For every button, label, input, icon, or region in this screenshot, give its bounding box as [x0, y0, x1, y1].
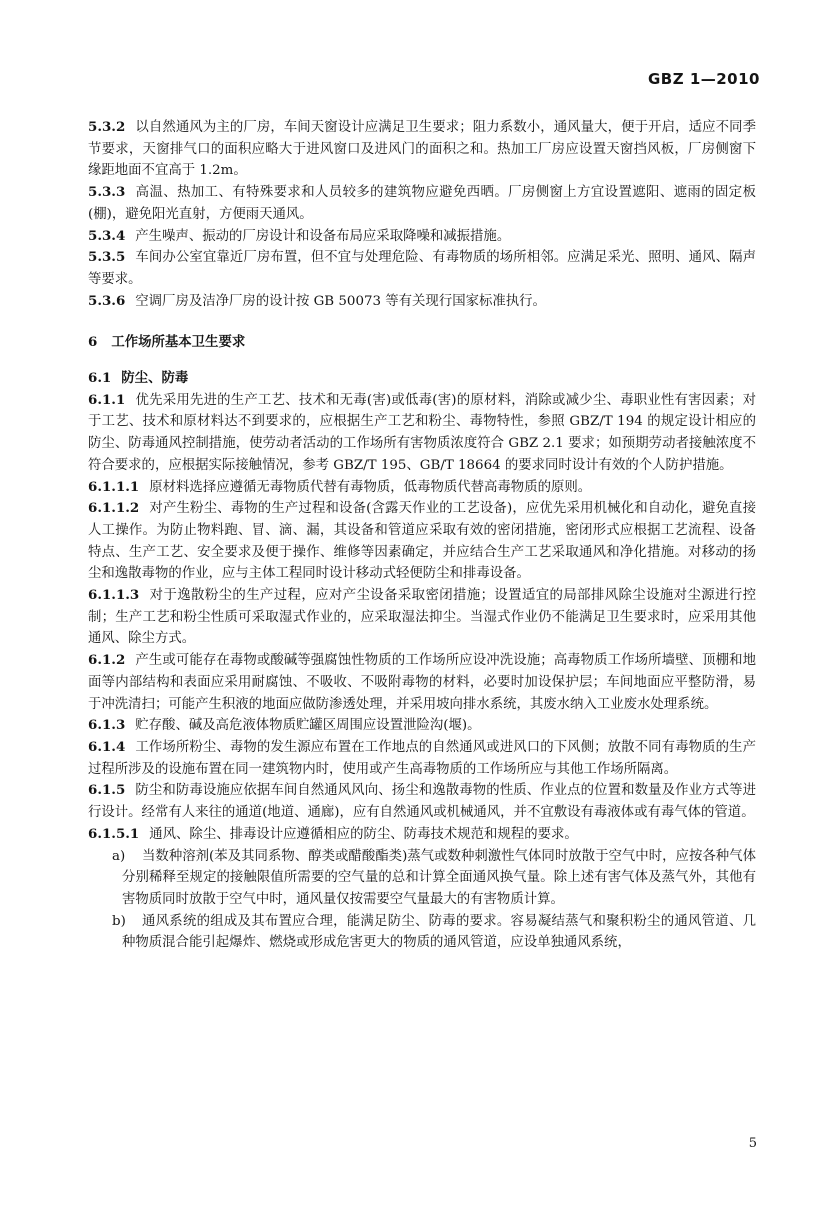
clause-text: 高温、热加工、有特殊要求和人员较多的建筑物应避免西晒。厂房侧窗上方宜设置遮阳、遮雨的固定板(棚)，避免阳光直射，方便雨天通风。	[88, 185, 756, 222]
clause-text: 产生噪声、振动的厂房设计和设备布局应采取降噪和减振措施。	[135, 228, 511, 244]
clause-number: 5.3.3	[88, 184, 126, 201]
clause-number: 5.3.6	[88, 292, 126, 309]
clause-number: 6.1.1.1	[88, 478, 140, 495]
clause-paragraph	[88, 117, 756, 182]
clause-number: 6.1.1.3	[88, 587, 140, 604]
list-item-text: 通风系统的组成及其布置应合理，能满足防尘、防毒的要求。容易凝结蒸气和聚积粉尘的通风管道、几种物质混合能引起爆炸、燃烧或形成危害更大的物质的通风管道，应设单独通风系统，	[122, 913, 756, 951]
clause-number: 6.1	[88, 370, 112, 387]
clause-number: 6	[88, 334, 98, 351]
document-body	[88, 117, 756, 954]
clause-paragraph	[88, 650, 756, 715]
clause-number: 5.3.4	[88, 227, 126, 244]
clause-number: 6.1.2	[88, 652, 126, 669]
clause-paragraph	[88, 780, 756, 823]
list-item	[88, 846, 756, 911]
clause-text: 工作场所基本卫生要求	[111, 334, 246, 351]
subsection-heading	[88, 368, 756, 390]
clause-text: 工作场所粉尘、毒物的发生源应布置在工作地点的自然通风或进风口的下风侧；放散不同有毒物质的生产过程所涉及的设施布置在同一建筑物内时，使用或产生高毒物质的工作场所应与其他工作场所隔离。	[88, 739, 756, 777]
clause-text: 车间办公室宜靠近厂房布置，但不宜与处理危险、有毒物质的场所相邻。应满足采光、照明、通风、隔声等要求。	[88, 250, 756, 287]
clause-text: 对产生粉尘、毒物的生产过程和设备(含露天作业的工艺设备)，应优先采用机械化和自动化，避免直接人工操作。为防止物料跑、冒、滴、漏，其设备和管道应采取有效的密闭措施，密闭形式应根据工艺流程、设备特点、生产工艺、安全要求及便于操作、维修等因素确定，并应结合生产工艺采取通风和净化措施。对移动的扬尘和逸散毒物的作业，应与主体工程同时设计移动式轻便防尘和排毒设备。	[88, 501, 756, 582]
clause-number: 5.3.5	[88, 249, 126, 266]
section-heading	[88, 332, 756, 354]
clause-text: 优先采用先进的生产工艺、技术和无毒(害)或低毒(害)的原材料，消除或减少尘、毒职业性有害因素；对于工艺、技术和原材料达不到要求的，应根据生产工艺和粉尘、毒物特性，参照 GBZ/T 194 的规定设计相应的防尘、防毒通风控制措施，使劳动者活动的工作场所有害物质浓度符合 GBZ 2.1 要求；如预期劳动者接触浓度不符合要求的，应根据实际接触情况，参考 GBZ/T 195、GB/T 18664 的要求同时设计有效的个人防护措施。	[88, 392, 756, 473]
clause-text: 防尘、防毒	[121, 370, 189, 387]
clause-paragraph	[88, 824, 756, 846]
clause-text: 产生或可能存在毒物或酸碱等强腐蚀性物质的工作场所应设冲洗设施；高毒物质工作场所墙壁、顶棚和地面等内部结构和表面应采用耐腐蚀、不吸收、不吸附毒物的材料，必要时加设保护层；车间地面应平整防滑，易于冲洗清扫；可能产生积液的地面应做防渗透处理，并采用坡向排水系统，其废水纳入工业废水处理系统。	[88, 653, 756, 712]
clause-text: 原材料选择应遵循无毒物质代替有毒物质，低毒物质代替高毒物质的原则。	[149, 479, 592, 495]
clause-text: 空调厂房及洁净厂房的设计按 GB 50073 等有关现行国家标准执行。	[135, 293, 546, 309]
clause-text: 对于逸散粉尘的生产过程，应对产尘设备采取密闭措施；设置适宜的局部排风除尘设施对尘源进行控制；生产工艺和粉尘性质可采取湿式作业的，应采取湿法抑尘。当湿式作业仍不能满足卫生要求时，应采用其他通风、除尘方式。	[88, 588, 756, 647]
clause-paragraph	[88, 390, 756, 477]
clause-number: 5.3.2	[88, 119, 126, 135]
clause-number: 6.1.5	[88, 782, 126, 799]
clause-paragraph	[88, 715, 756, 737]
clause-paragraph	[88, 182, 756, 225]
list-item-marker: a)	[112, 848, 126, 864]
list-item	[88, 911, 756, 954]
clause-number: 6.1.1.2	[88, 500, 140, 517]
clause-paragraph	[88, 226, 756, 248]
clause-paragraph	[88, 247, 756, 290]
clause-text: 通风、除尘、排毒设计应遵循相应的防尘、防毒技术规范和规程的要求。	[149, 826, 578, 842]
clause-paragraph	[88, 498, 756, 585]
clause-paragraph	[88, 585, 756, 650]
clause-text: 以自然通风为主的厂房，车间天窗设计应满足卫生要求；阻力系数小，通风量大，便于开启，适应不同季节要求，天窗排气口的面积应略大于进风窗口及进风门的面积之和。热加工厂房应设置天窗挡风板，厂房侧窗下缘距地面不宜高于 1.2m。	[88, 120, 756, 179]
page-number: 5	[748, 1136, 757, 1151]
clause-paragraph	[88, 477, 756, 499]
list-item-text: 当数种溶剂(苯及其同系物、醇类或醋酸酯类)蒸气或数种刺激性气体同时放散于空气中时，应按各种气体分别稀释至规定的接触限值所需要的空气量的总和计算全面通风换气量。除上述有害气体及蒸气外，其他有害物质同时放散于空气中时，通风量仅按需要空气量最大的有害物质计算。	[122, 848, 756, 907]
clause-number: 6.1.5.1	[88, 825, 140, 842]
clause-number: 6.1.3	[88, 717, 126, 734]
clause-text: 防尘和防毒设施应依据车间自然通风风向、扬尘和逸散毒物的性质、作业点的位置和数量及作业方式等进行设计。经常有人来往的通道(地道、通廊)，应有自然通风或机械通风，并不宜敷设有毒液体或有毒气体的管道。	[88, 783, 756, 821]
clause-number: 6.1.1	[88, 391, 126, 408]
clause-text: 贮存酸、碱及高危液体物质贮罐区周围应设置泄险沟(堰)。	[135, 718, 481, 734]
clause-number: 6.1.4	[88, 738, 126, 755]
list-item-marker: b)	[112, 913, 126, 929]
standard-code: GBZ 1—2010	[647, 70, 760, 88]
clause-paragraph	[88, 737, 756, 780]
clause-paragraph	[88, 291, 756, 313]
